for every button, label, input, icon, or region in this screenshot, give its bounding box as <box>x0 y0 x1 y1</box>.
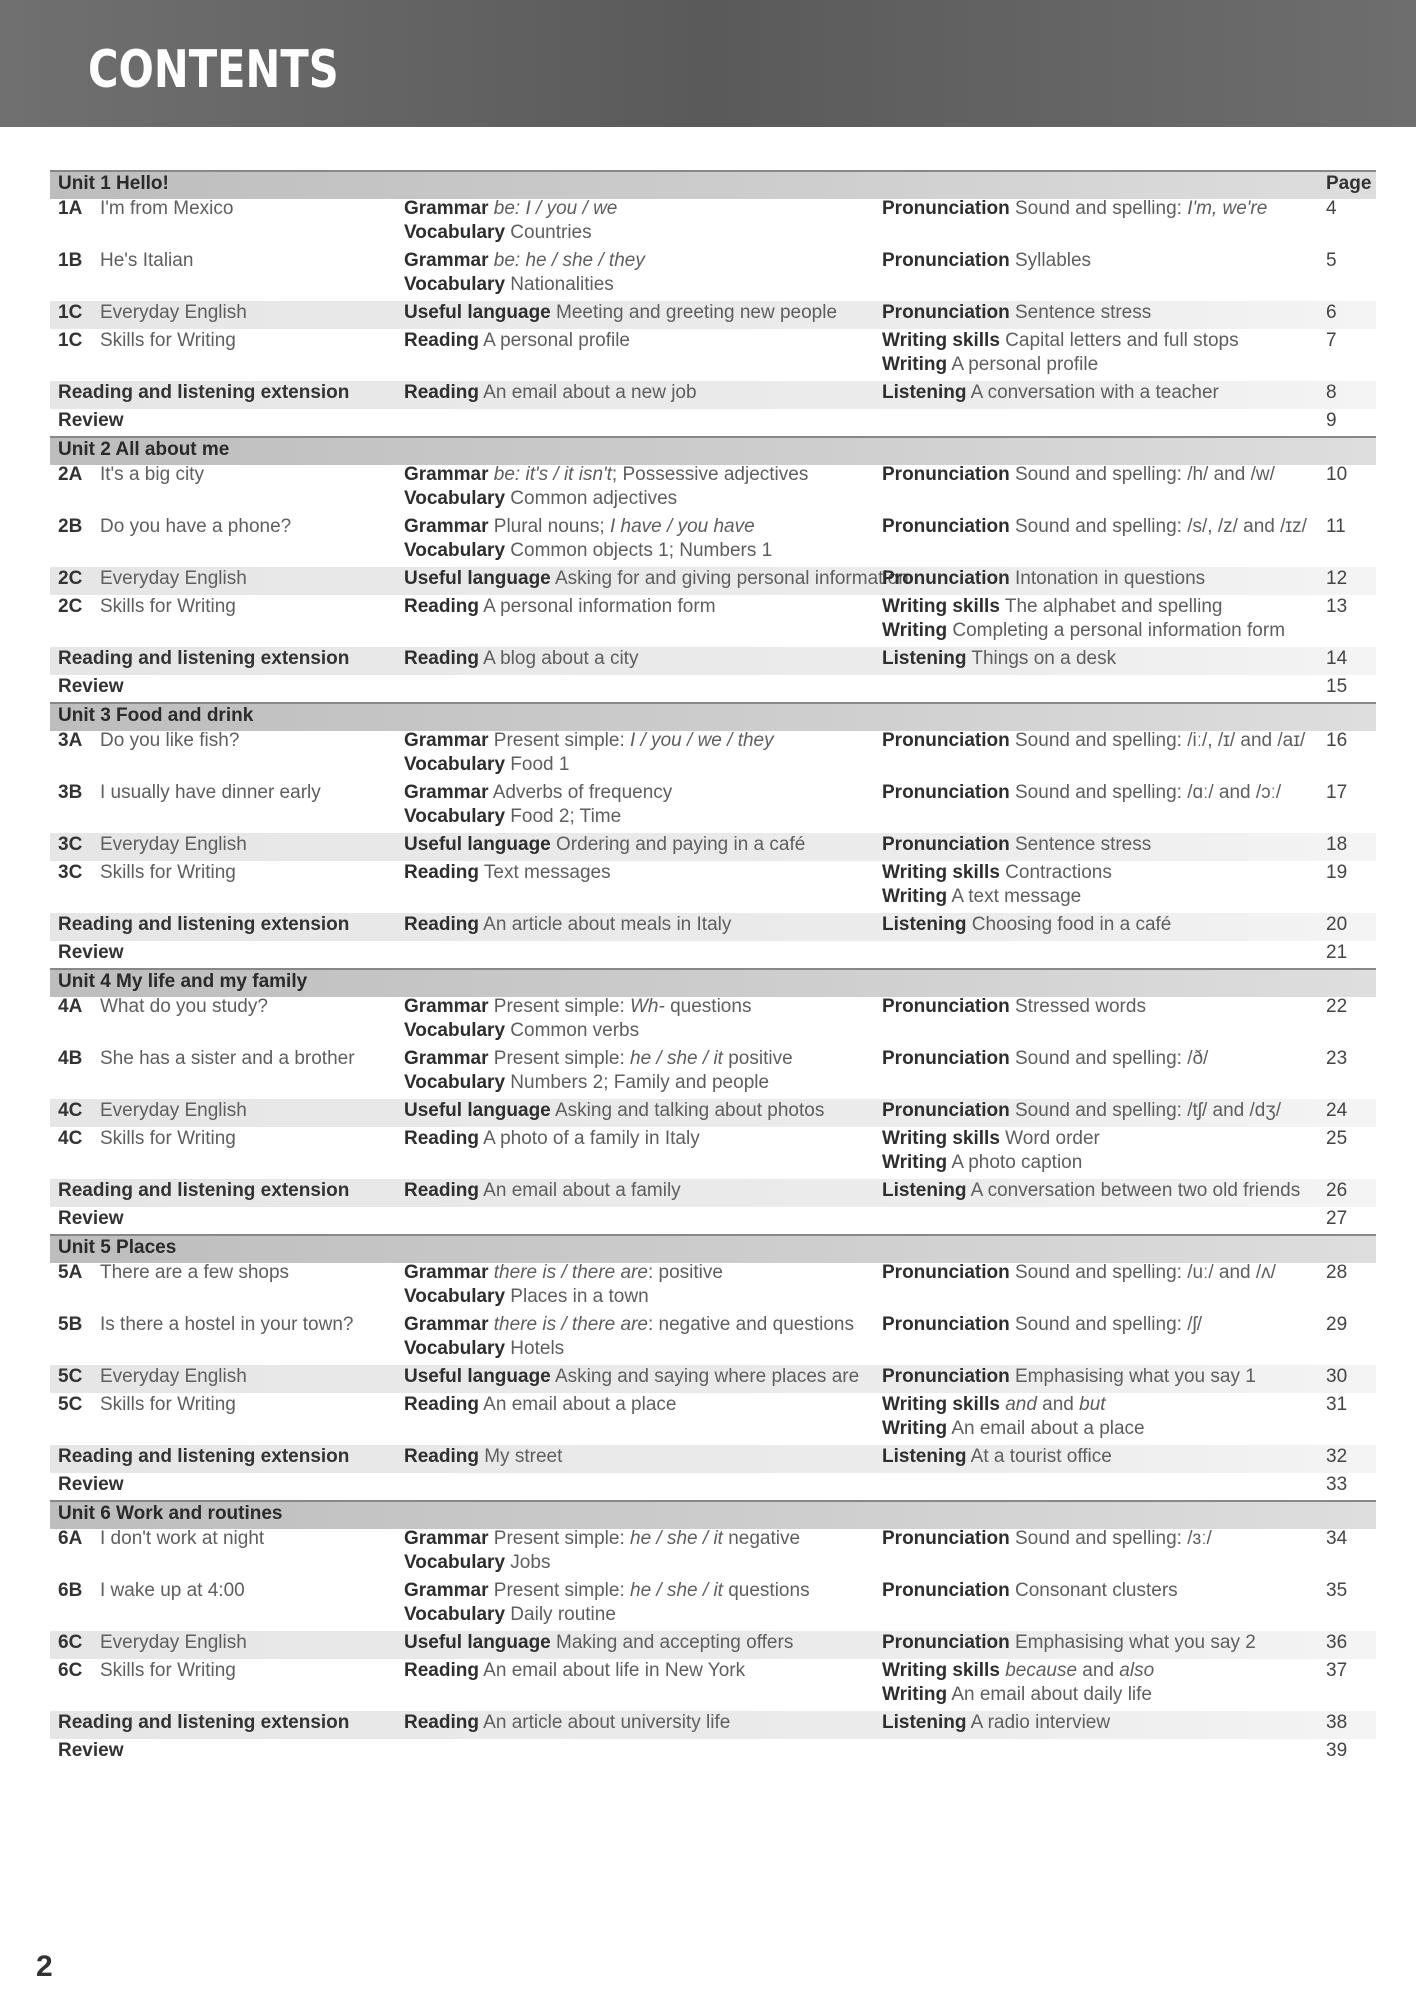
lesson-code: 5A <box>58 1262 83 1283</box>
extension-listening: Listening A conversation with a teacher <box>882 382 1219 403</box>
review-label: Review <box>58 942 124 963</box>
review-page: 15 <box>1326 676 1348 697</box>
lesson-row <box>50 463 1376 515</box>
extension-reading: Reading My street <box>404 1446 563 1467</box>
lesson-title: 6B I wake up at 4:00 <box>58 1580 245 1601</box>
lesson-grammar-vocab: Reading A personal information form <box>404 596 716 617</box>
lesson-row <box>50 1261 1376 1313</box>
lesson-title: 2C Everyday English <box>58 568 247 589</box>
lesson-pron-writing: Pronunciation Sound and spelling: I'm, we're <box>882 198 1268 219</box>
lesson-page: 13 <box>1326 596 1348 617</box>
lesson-grammar-vocab: Grammar Present simple: he / she / it negative Vocabulary Jobs <box>404 1528 801 1573</box>
lesson-pron-writing: Pronunciation Emphasising what you say 2 <box>882 1632 1256 1653</box>
lesson-title: 3B I usually have dinner early <box>58 782 321 803</box>
lesson-grammar-vocab: Reading A personal profile <box>404 330 630 351</box>
lesson-row <box>50 567 1376 595</box>
lesson-code: 1B <box>58 250 83 271</box>
lesson-grammar-vocab: Grammar Adverbs of frequency Vocabulary Food 2; Time <box>404 782 673 827</box>
page-number: 2 <box>36 1950 53 1983</box>
extension-label: Reading and listening extension <box>58 648 350 669</box>
unit-title: Unit 6 Work and routines <box>58 1503 283 1524</box>
lesson-pron-writing: Pronunciation Sound and spelling: /h/ and /w/ <box>882 464 1275 485</box>
lesson-pron-writing: Pronunciation Consonant clusters <box>882 1580 1178 1601</box>
extension-reading: Reading An email about a family <box>404 1180 681 1201</box>
lesson-row <box>50 595 1376 647</box>
lesson-code: 6B <box>58 1580 83 1601</box>
lesson-title: 3A Do you like fish? <box>58 730 240 751</box>
lesson-row <box>50 1047 1376 1099</box>
review-row <box>50 1207 1376 1234</box>
lesson-row <box>50 1365 1376 1393</box>
lesson-title: 2C Skills for Writing <box>58 596 236 617</box>
lesson-title: 1B He's Italian <box>58 250 194 271</box>
lesson-grammar-vocab: Reading A photo of a family in Italy <box>404 1128 700 1149</box>
extension-row <box>50 381 1376 409</box>
lesson-title: 1C Everyday English <box>58 302 247 323</box>
lesson-code: 5B <box>58 1314 83 1335</box>
lesson-grammar-vocab: Grammar Present simple: I / you / we / they Vocabulary Food 1 <box>404 730 774 775</box>
extension-listening: Listening A radio interview <box>882 1712 1111 1733</box>
lesson-pron-writing: Writing skills The alphabet and spelling Writing Completing a personal information form <box>882 596 1286 641</box>
extension-listening: Listening Things on a desk <box>882 648 1117 669</box>
lesson-page: 37 <box>1326 1660 1348 1681</box>
extension-reading: Reading An email about a new job <box>404 382 697 403</box>
extension-row <box>50 913 1376 941</box>
extension-page: 38 <box>1326 1712 1348 1733</box>
review-row <box>50 941 1376 968</box>
lesson-pron-writing: Pronunciation Syllables <box>882 250 1092 271</box>
extension-label: Reading and listening extension <box>58 1180 350 1201</box>
lesson-code: 3C <box>58 834 83 855</box>
lesson-code: 5C <box>58 1366 83 1387</box>
lesson-grammar-vocab: Grammar Plural nouns; I have / you have Vocabulary Common objects 1; Numbers 1 <box>404 516 773 561</box>
unit-heading <box>50 702 1376 731</box>
lesson-page: 16 <box>1326 730 1348 751</box>
lesson-pron-writing: Writing skills Contractions Writing A text message <box>882 862 1112 907</box>
review-row <box>50 409 1376 436</box>
lesson-code: 1C <box>58 330 83 351</box>
lesson-code: 6A <box>58 1528 83 1549</box>
extension-reading: Reading An article about university life <box>404 1712 731 1733</box>
review-page: 39 <box>1326 1740 1348 1761</box>
extension-row <box>50 1179 1376 1207</box>
unit-title: Unit 3 Food and drink <box>58 705 254 726</box>
lesson-row <box>50 515 1376 567</box>
lesson-grammar-vocab: Reading An email about a place <box>404 1394 677 1415</box>
lesson-grammar-vocab: Reading Text messages <box>404 862 611 883</box>
extension-reading: Reading An article about meals in Italy <box>404 914 732 935</box>
lesson-row <box>50 301 1376 329</box>
unit-title: Unit 4 My life and my family <box>58 971 308 992</box>
review-page: 9 <box>1326 410 1337 431</box>
lesson-page: 30 <box>1326 1366 1348 1387</box>
lesson-title: 5C Skills for Writing <box>58 1394 236 1415</box>
page-column-label: Page <box>1326 173 1372 194</box>
extension-row <box>50 1711 1376 1739</box>
review-page: 21 <box>1326 942 1348 963</box>
unit-heading <box>50 1234 1376 1263</box>
review-page: 27 <box>1326 1208 1348 1229</box>
review-label: Review <box>58 1740 124 1761</box>
lesson-pron-writing: Pronunciation Sound and spelling: /ɜː/ <box>882 1528 1212 1549</box>
lesson-grammar-vocab: Grammar Present simple: he / she / it positive Vocabulary Numbers 2; Family and people <box>404 1048 793 1093</box>
extension-listening: Listening Choosing food in a café <box>882 914 1172 935</box>
lesson-title: 4A What do you study? <box>58 996 268 1017</box>
lesson-title: 2A It's a big city <box>58 464 204 485</box>
lesson-code: 3B <box>58 782 83 803</box>
review-label: Review <box>58 676 124 697</box>
lesson-code: 4A <box>58 996 83 1017</box>
extension-page: 8 <box>1326 382 1337 403</box>
unit-heading <box>50 170 1376 199</box>
lesson-code: 3A <box>58 730 83 751</box>
lesson-code: 6C <box>58 1660 83 1681</box>
review-label: Review <box>58 410 124 431</box>
lesson-grammar-vocab: Useful language Ordering and paying in a café <box>404 834 806 855</box>
lesson-row <box>50 1579 1376 1631</box>
lesson-pron-writing: Pronunciation Sound and spelling: /ɑː/ and /ɔː/ <box>882 782 1282 803</box>
lesson-title: 5B Is there a hostel in your town? <box>58 1314 354 1335</box>
lesson-page: 6 <box>1326 302 1337 323</box>
lesson-title: 2B Do you have a phone? <box>58 516 292 537</box>
lesson-grammar-vocab: Grammar be: I / you / we Vocabulary Countries <box>404 198 618 243</box>
lesson-code: 4B <box>58 1048 83 1069</box>
lesson-grammar-vocab: Grammar Present simple: he / she / it questions Vocabulary Daily routine <box>404 1580 810 1625</box>
lesson-title: 5A There are a few shops <box>58 1262 290 1283</box>
lesson-row <box>50 1393 1376 1445</box>
review-row <box>50 1739 1376 1766</box>
review-label: Review <box>58 1474 124 1495</box>
lesson-pron-writing: Writing skills Word order Writing A photo caption <box>882 1128 1100 1173</box>
lesson-row <box>50 729 1376 781</box>
lesson-code: 2C <box>58 568 83 589</box>
lesson-code: 2C <box>58 596 83 617</box>
lesson-pron-writing: Pronunciation Sound and spelling: /s/, /z/ and /ɪz/ <box>882 516 1307 537</box>
lesson-grammar-vocab: Useful language Making and accepting offers <box>404 1632 794 1653</box>
extension-page: 14 <box>1326 648 1348 669</box>
extension-row <box>50 647 1376 675</box>
lesson-row <box>50 833 1376 861</box>
lesson-title: 1A I'm from Mexico <box>58 198 234 219</box>
lesson-row <box>50 1659 1376 1711</box>
lesson-title: 6C Everyday English <box>58 1632 247 1653</box>
lesson-title: 3C Skills for Writing <box>58 862 236 883</box>
unit-heading <box>50 1500 1376 1529</box>
lesson-page: 29 <box>1326 1314 1348 1335</box>
lesson-pron-writing: Pronunciation Sound and spelling: /ʃ/ <box>882 1314 1202 1335</box>
lesson-page: 18 <box>1326 834 1348 855</box>
unit-heading <box>50 968 1376 997</box>
extension-listening: Listening At a tourist office <box>882 1446 1112 1467</box>
lesson-page: 23 <box>1326 1048 1348 1069</box>
lesson-pron-writing: Pronunciation Stressed words <box>882 996 1146 1017</box>
extension-page: 26 <box>1326 1180 1348 1201</box>
lesson-row <box>50 781 1376 833</box>
lesson-grammar-vocab: Useful language Asking and talking about photos <box>404 1100 825 1121</box>
lesson-code: 3C <box>58 862 83 883</box>
lesson-pron-writing: Pronunciation Intonation in questions <box>882 568 1206 589</box>
unit-title: Unit 2 All about me <box>58 439 230 460</box>
lesson-grammar-vocab: Grammar be: he / she / they Vocabulary Nationalities <box>404 250 645 295</box>
lesson-row <box>50 995 1376 1047</box>
lesson-title: 4B She has a sister and a brother <box>58 1048 355 1069</box>
extension-listening: Listening A conversation between two old friends <box>882 1180 1301 1201</box>
lesson-code: 2B <box>58 516 83 537</box>
review-row <box>50 675 1376 702</box>
lesson-code: 4C <box>58 1100 83 1121</box>
lesson-row <box>50 1527 1376 1579</box>
extension-label: Reading and listening extension <box>58 382 350 403</box>
lesson-row <box>50 1631 1376 1659</box>
extension-reading: Reading A blog about a city <box>404 648 639 669</box>
lesson-page: 36 <box>1326 1632 1348 1653</box>
lesson-code: 1A <box>58 198 83 219</box>
lesson-grammar-vocab: Reading An email about life in New York <box>404 1660 746 1681</box>
unit-heading <box>50 436 1376 465</box>
lesson-row <box>50 329 1376 381</box>
extension-label: Reading and listening extension <box>58 1446 350 1467</box>
lesson-pron-writing: Pronunciation Sound and spelling: /tʃ/ and /dʒ/ <box>882 1100 1281 1121</box>
review-label: Review <box>58 1208 124 1229</box>
lesson-pron-writing: Pronunciation Sound and spelling: /iː/, /ɪ/ and /aɪ/ <box>882 730 1306 751</box>
lesson-page: 19 <box>1326 862 1348 883</box>
lesson-code: 6C <box>58 1632 83 1653</box>
contents-header <box>0 0 1416 127</box>
lesson-pron-writing: Pronunciation Sound and spelling: /uː/ and /ʌ/ <box>882 1262 1276 1283</box>
lesson-title: 6A I don't work at night <box>58 1528 265 1549</box>
lesson-grammar-vocab: Grammar Present simple: Wh- questions Vocabulary Common verbs <box>404 996 752 1041</box>
lesson-grammar-vocab: Grammar there is / there are: positive Vocabulary Places in a town <box>404 1262 723 1307</box>
lesson-pron-writing: Writing skills and and but Writing An email about a place <box>882 1394 1145 1439</box>
lesson-code: 4C <box>58 1128 83 1149</box>
lesson-title: 4C Everyday English <box>58 1100 247 1121</box>
lesson-page: 17 <box>1326 782 1348 803</box>
extension-page: 20 <box>1326 914 1348 935</box>
unit-title: Unit 1 Hello! <box>58 173 169 194</box>
lesson-grammar-vocab: Useful language Asking for and giving personal information <box>404 568 909 589</box>
lesson-grammar-vocab: Grammar be: it's / it isn't; Possessive adjectives Vocabulary Common adjectives <box>404 464 809 509</box>
lesson-pron-writing: Writing skills because and also Writing An email about daily life <box>882 1660 1155 1705</box>
lesson-row <box>50 249 1376 301</box>
lesson-page: 10 <box>1326 464 1348 485</box>
lesson-grammar-vocab: Useful language Asking and saying where places are <box>404 1366 860 1387</box>
lesson-pron-writing: Pronunciation Sentence stress <box>882 302 1152 323</box>
lesson-page: 11 <box>1326 516 1346 537</box>
extension-page: 32 <box>1326 1446 1348 1467</box>
lesson-code: 1C <box>58 302 83 323</box>
lesson-title: 3C Everyday English <box>58 834 247 855</box>
lesson-page: 31 <box>1326 1394 1348 1415</box>
lesson-title: 6C Skills for Writing <box>58 1660 236 1681</box>
lesson-code: 5C <box>58 1394 83 1415</box>
lesson-grammar-vocab: Useful language Meeting and greeting new people <box>404 302 838 323</box>
extension-row <box>50 1445 1376 1473</box>
lesson-row <box>50 197 1376 249</box>
extension-label: Reading and listening extension <box>58 914 350 935</box>
extension-label: Reading and listening extension <box>58 1712 350 1733</box>
page-title: CONTENTS <box>88 40 339 100</box>
unit-title: Unit 5 Places <box>58 1237 177 1258</box>
lesson-row <box>50 861 1376 913</box>
lesson-title: 1C Skills for Writing <box>58 330 236 351</box>
lesson-title: 5C Everyday English <box>58 1366 247 1387</box>
lesson-page: 25 <box>1326 1128 1348 1149</box>
lesson-page: 4 <box>1326 198 1337 219</box>
lesson-page: 7 <box>1326 330 1337 351</box>
lesson-pron-writing: Pronunciation Emphasising what you say 1 <box>882 1366 1256 1387</box>
lesson-code: 2A <box>58 464 83 485</box>
lesson-page: 28 <box>1326 1262 1348 1283</box>
lesson-page: 35 <box>1326 1580 1348 1601</box>
lesson-pron-writing: Pronunciation Sentence stress <box>882 834 1152 855</box>
lesson-page: 22 <box>1326 996 1348 1017</box>
lesson-page: 24 <box>1326 1100 1348 1121</box>
lesson-title: 4C Skills for Writing <box>58 1128 236 1149</box>
review-page: 33 <box>1326 1474 1348 1495</box>
lesson-page: 5 <box>1326 250 1337 271</box>
lesson-row <box>50 1127 1376 1179</box>
lesson-row <box>50 1313 1376 1365</box>
lesson-row <box>50 1099 1376 1127</box>
lesson-page: 12 <box>1326 568 1348 589</box>
lesson-grammar-vocab: Grammar there is / there are: negative and questions Vocabulary Hotels <box>404 1314 854 1359</box>
lesson-pron-writing: Writing skills Capital letters and full stops Writing A personal profile <box>882 330 1239 375</box>
review-row <box>50 1473 1376 1500</box>
lesson-pron-writing: Pronunciation Sound and spelling: /ð/ <box>882 1048 1209 1069</box>
lesson-page: 34 <box>1326 1528 1348 1549</box>
